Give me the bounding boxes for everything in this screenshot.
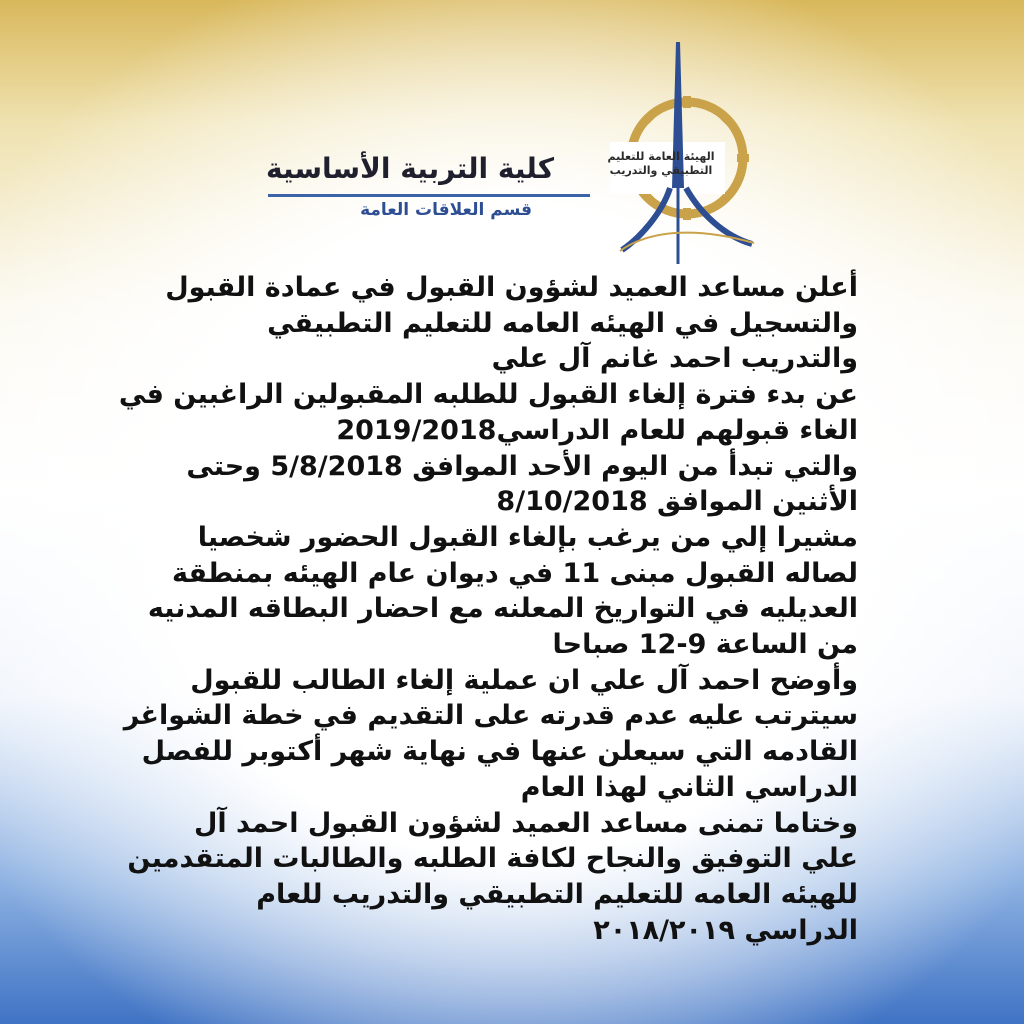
- announcement-line: وأوضح احمد آل علي ان عملية إلغاء الطالب للقبول: [190, 664, 858, 696]
- announcement-line: والتسجيل في الهيئه العامه للتعليم التطبيقي: [267, 307, 858, 339]
- announcement-line: أعلن مساعد العميد لشؤون القبول في عمادة القبول: [165, 272, 858, 303]
- announcement-line: وختاما تمنى مساعد العميد لشؤون القبول احمد آل: [193, 807, 858, 839]
- announcement-line: القادمه التي سيعلن عنها في نهاية شهر أكتوبر للفصل: [141, 736, 858, 768]
- announcement-line: لصاله القبول مبنى 11 في ديوان عام الهيئه بمنطقة: [171, 557, 858, 589]
- college-name: كلية التربية الأساسية: [266, 152, 554, 185]
- announcement-line: العديليه في التواريخ المعلنه مع احضار البطاقه المدنيه: [147, 593, 858, 625]
- announcement-body: [118, 270, 858, 948]
- header: [0, 0, 1024, 270]
- announcement-line: الدراسي الثاني لهذا العام: [520, 771, 858, 803]
- department-name: قسم العلاقات العامة: [360, 200, 532, 220]
- announcement-line: مشيرا إلي من يرغب بإلغاء القبول الحضور شخصيا: [197, 521, 858, 553]
- announcement-line: الغاء قبولهم للعام الدراسي2019/2018: [336, 414, 858, 446]
- announcement-line: والتدريب احمد غانم آل علي: [491, 343, 858, 375]
- announcement-line: من الساعة 9-12 صباحا: [552, 629, 858, 661]
- header-divider: [268, 194, 590, 197]
- emblem-label: الهيئة العامة للتعليم التطبيقي والتدريب: [607, 150, 715, 177]
- announcement-line: سيترتب عليه عدم قدرته على التقديم في خطة الشواغر: [123, 700, 858, 732]
- announcement-line: عن بدء فترة إلغاء القبول للطلبه المقبولين الراغبين في: [118, 379, 858, 411]
- announcement-line: والتي تبدأ من اليوم الأحد الموافق 5/8/2018 وحتى: [186, 450, 858, 482]
- announcement-line: الدراسي ٢٠١٨/٢٠١٩: [593, 914, 858, 946]
- announcement-line: الأثنين الموافق 8/10/2018: [496, 486, 858, 518]
- announcement-line: علي التوفيق والنجاح لكافة الطلبه والطالبات المتقدمين: [127, 843, 858, 875]
- announcement-line: للهيئه العامه للتعليم التطبيقي والتدريب للعام: [256, 878, 858, 910]
